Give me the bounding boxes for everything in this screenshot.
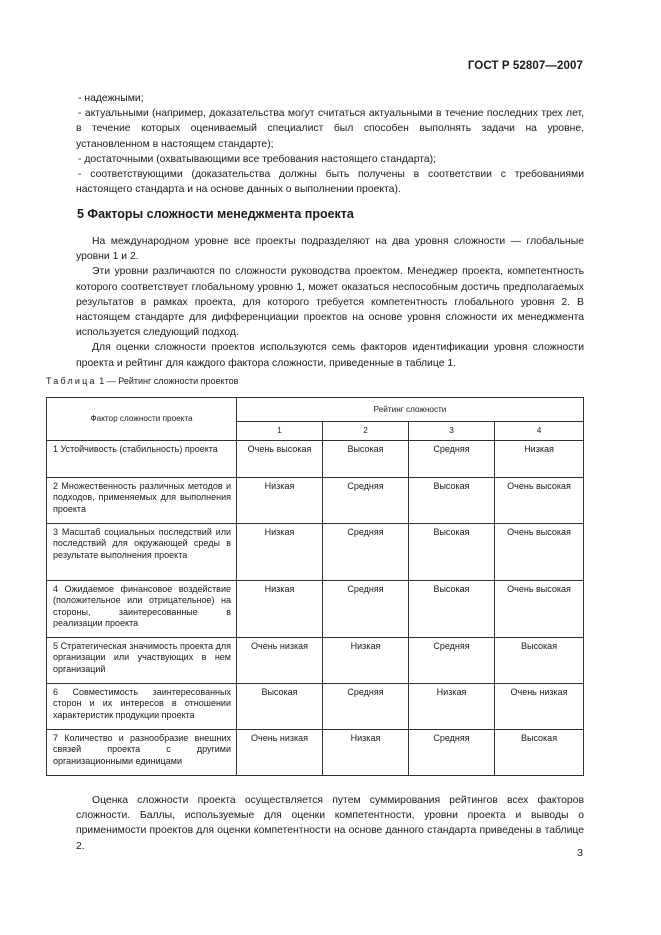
rating-cell: Низкая xyxy=(409,683,495,729)
rating-cell: Высокая xyxy=(237,683,323,729)
list-item: - достаточными (охватывающими все требования настоящего стандарта); xyxy=(78,153,437,165)
rating-cell: Высокая xyxy=(495,637,584,683)
rating-cell: Очень высокая xyxy=(495,580,584,637)
rating-cell: Средняя xyxy=(323,477,409,523)
section-heading: 5 Факторы сложности менеджмента проекта xyxy=(77,207,354,221)
document-header: ГОСТ Р 52807—2007 xyxy=(467,60,583,72)
rating-cell: Низкая xyxy=(237,477,323,523)
header-rating: Рейтинг сложности xyxy=(237,398,584,422)
rating-cell: Очень высокая xyxy=(237,440,323,477)
header-rating-level: 3 xyxy=(409,422,495,441)
rating-cell: Высокая xyxy=(409,580,495,637)
rating-cell: Низкая xyxy=(323,637,409,683)
factor-cell: 7 Количество и разнообразие внешних связей проекта с другими организационными единицами xyxy=(47,729,237,775)
rating-cell: Очень низкая xyxy=(237,637,323,683)
rating-cell: Высокая xyxy=(409,523,495,580)
rating-cell: Средняя xyxy=(409,729,495,775)
rating-cell: Средняя xyxy=(409,440,495,477)
rating-cell: Высокая xyxy=(495,729,584,775)
rating-cell: Низкая xyxy=(237,523,323,580)
header-rating-level: 1 xyxy=(237,422,323,441)
requirements-list xyxy=(76,91,584,197)
table-row xyxy=(47,580,584,637)
table-row xyxy=(47,477,584,523)
factor-cell: 5 Стратегическая значимость проекта для организации или участвующих в нем организаций xyxy=(47,637,237,683)
header-rating-level: 4 xyxy=(495,422,584,441)
rating-cell: Средняя xyxy=(323,580,409,637)
rating-cell: Очень высокая xyxy=(495,477,584,523)
closing-paragraph xyxy=(76,793,584,854)
rating-cell: Низкая xyxy=(237,580,323,637)
rating-cell: Очень низкая xyxy=(495,683,584,729)
header-rating-level: 2 xyxy=(323,422,409,441)
page-number: 3 xyxy=(577,847,583,859)
factor-cell: 1 Устойчивость (стабильность) проекта xyxy=(47,440,237,477)
factor-cell: 4 Ожидаемое финансовое воздействие (положительное или отрицательное) на стороны, заинтересованные в реализации проекта xyxy=(47,580,237,637)
paragraph: На международном уровне все проекты подразделяют на два уровня сложности — глобальные уровни 1 и 2. xyxy=(76,236,584,263)
table-caption-prefix: Таблица xyxy=(46,376,97,386)
list-item: - соответствующими (доказательства должны быть получены в соответствии с требованиями настоящего стандарта и на основе данных о выполнении проекта). xyxy=(76,169,584,196)
factor-cell: 2 Множественность различных методов и подходов, применяемых для выполнения проекта xyxy=(47,477,237,523)
factor-cell: 6 Совместимость заинтересованных сторон и их интересов в отношении характеристик продукции проекта xyxy=(47,683,237,729)
section-body xyxy=(76,234,584,371)
complexity-rating-table xyxy=(46,397,584,776)
rating-cell: Средняя xyxy=(323,683,409,729)
rating-cell: Высокая xyxy=(323,440,409,477)
table-row xyxy=(47,523,584,580)
rating-cell: Высокая xyxy=(409,477,495,523)
paragraph: Оценка сложности проекта осуществляется путем суммирования рейтингов всех факторов сложности. Баллы, используемые для оценки компетентности, уровни проекта и выводы о применимости проектов для оценки компетентности на основе данного стандарта приведены в таблице 2. xyxy=(76,795,584,852)
rating-cell: Очень высокая xyxy=(495,523,584,580)
table-caption xyxy=(46,376,238,386)
list-item: - актуальными (например, доказательства могут считаться актуальными в течение последних трех лет, в течение которых оцениваемый специалист был способен выполнять задачи на уровне, установленном в настоящем стандарте); xyxy=(76,108,584,150)
list-item: - надежными; xyxy=(78,93,144,104)
rating-cell: Средняя xyxy=(323,523,409,580)
table-row xyxy=(47,729,584,775)
table-row xyxy=(47,637,584,683)
rating-cell: Низкая xyxy=(323,729,409,775)
header-factor: Фактор сложности проекта xyxy=(47,398,237,441)
rating-cell: Очень низкая xyxy=(237,729,323,775)
table-row xyxy=(47,683,584,729)
table-caption-title: 1 — Рейтинг сложности проектов xyxy=(99,376,239,386)
table-row xyxy=(47,440,584,477)
paragraph: Эти уровни различаются по сложности руководства проектом. Менеджер проекта, компетентность которого соответствует глобальному уровню 1, может оказаться неспособным достичь предполагаемых результатов в рамках проекта, для которого требуется компетентность глобального уровня 2. В настоящем стандарте для дифференциации проектов на основе уровня сложности их менеджмента используется следующий подход. xyxy=(76,266,584,339)
paragraph: Для оценки сложности проектов используются семь факторов идентификации уровня сложности проекта и рейтинг для каждого фактора сложности, приведенные в таблице 1. xyxy=(76,342,584,369)
factor-cell: 3 Масштаб социальных последствий или последствий для окружающей среды в результате выполнения проекта xyxy=(47,523,237,580)
rating-cell: Низкая xyxy=(495,440,584,477)
rating-cell: Средняя xyxy=(409,637,495,683)
